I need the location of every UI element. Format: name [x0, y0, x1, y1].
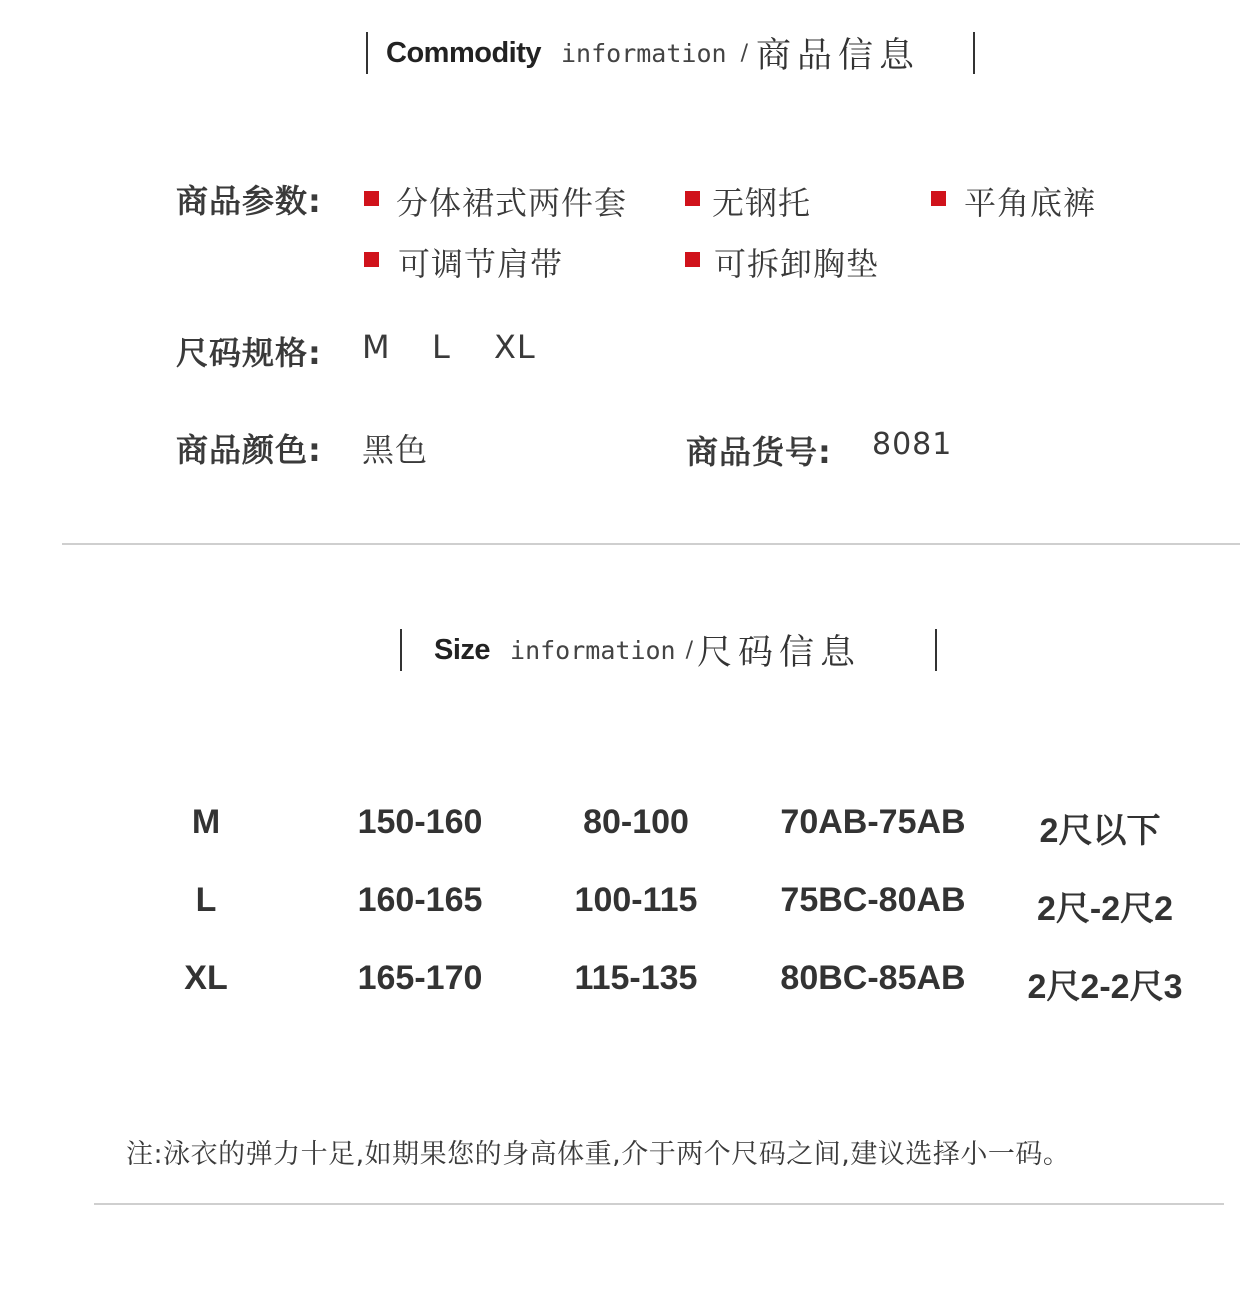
bullet-icon: [685, 191, 700, 206]
header-left-bar: [400, 629, 402, 671]
table-cell: 80BC-85AB: [780, 959, 966, 997]
table-cell: 75BC-80AB: [780, 881, 966, 919]
table-cell: 100-115: [574, 881, 698, 919]
table-cell: M: [191, 803, 221, 841]
color-value: 黑色: [362, 431, 429, 469]
size-option: L: [432, 328, 451, 366]
feature-item: 平角底裤: [964, 184, 1097, 222]
header-left-bar: [366, 32, 368, 74]
table-cell: 165-170: [357, 959, 483, 997]
feature-item: 无钢托: [712, 184, 812, 222]
table-cell: L: [195, 881, 217, 919]
bullet-icon: [931, 191, 946, 206]
header-right-bar: [973, 32, 975, 74]
feature-item: 可调节肩带: [398, 245, 564, 283]
bullet-icon: [364, 252, 379, 267]
table-cell: 80-100: [583, 803, 689, 841]
table-cell: 70AB-75AB: [780, 803, 966, 841]
sku-value: 8081: [872, 427, 953, 462]
sku-label: 商品货号:: [686, 433, 832, 471]
size-option: M: [362, 328, 391, 366]
header-zh-title: 商品信息: [756, 36, 921, 76]
section-divider: [62, 543, 1240, 545]
table-cell: 115-135: [574, 959, 698, 997]
header-en-light: information: [561, 38, 727, 68]
table-cell: 2尺以下: [1039, 812, 1161, 850]
table-cell: 160-165: [357, 881, 483, 919]
table-cell: 2尺2-2尺3: [1027, 968, 1183, 1006]
header-en-bold: Size: [434, 633, 491, 666]
feature-item: 分体裙式两件套: [396, 184, 628, 222]
bullet-icon: [364, 191, 379, 206]
features-label: 商品参数:: [176, 182, 322, 220]
table-cell: 2尺-2尺2: [1036, 890, 1174, 928]
color-label: 商品颜色:: [176, 431, 322, 469]
size-note: 注:泳衣的弹力十足,如期果您的身高体重,介于两个尺码之间,建议选择小一码。: [126, 1139, 1071, 1170]
table-cell: 150-160: [357, 803, 483, 841]
bullet-icon: [685, 252, 700, 267]
header-slash: /: [740, 40, 748, 66]
size-section-header: [400, 626, 861, 674]
sizes-label: 尺码规格:: [176, 334, 322, 372]
header-slash: /: [685, 637, 694, 663]
header-en-bold: Commodity: [386, 36, 541, 69]
feature-item: 可拆卸胸垫: [714, 245, 880, 283]
size-option: XL: [494, 328, 536, 366]
header-zh-title: 尺码信息: [697, 633, 862, 673]
header-en-light: information: [510, 635, 676, 665]
table-cell: XL: [184, 959, 228, 997]
commodity-section-header: [366, 29, 920, 77]
header-right-bar: [935, 629, 937, 671]
bottom-divider: [94, 1203, 1224, 1205]
